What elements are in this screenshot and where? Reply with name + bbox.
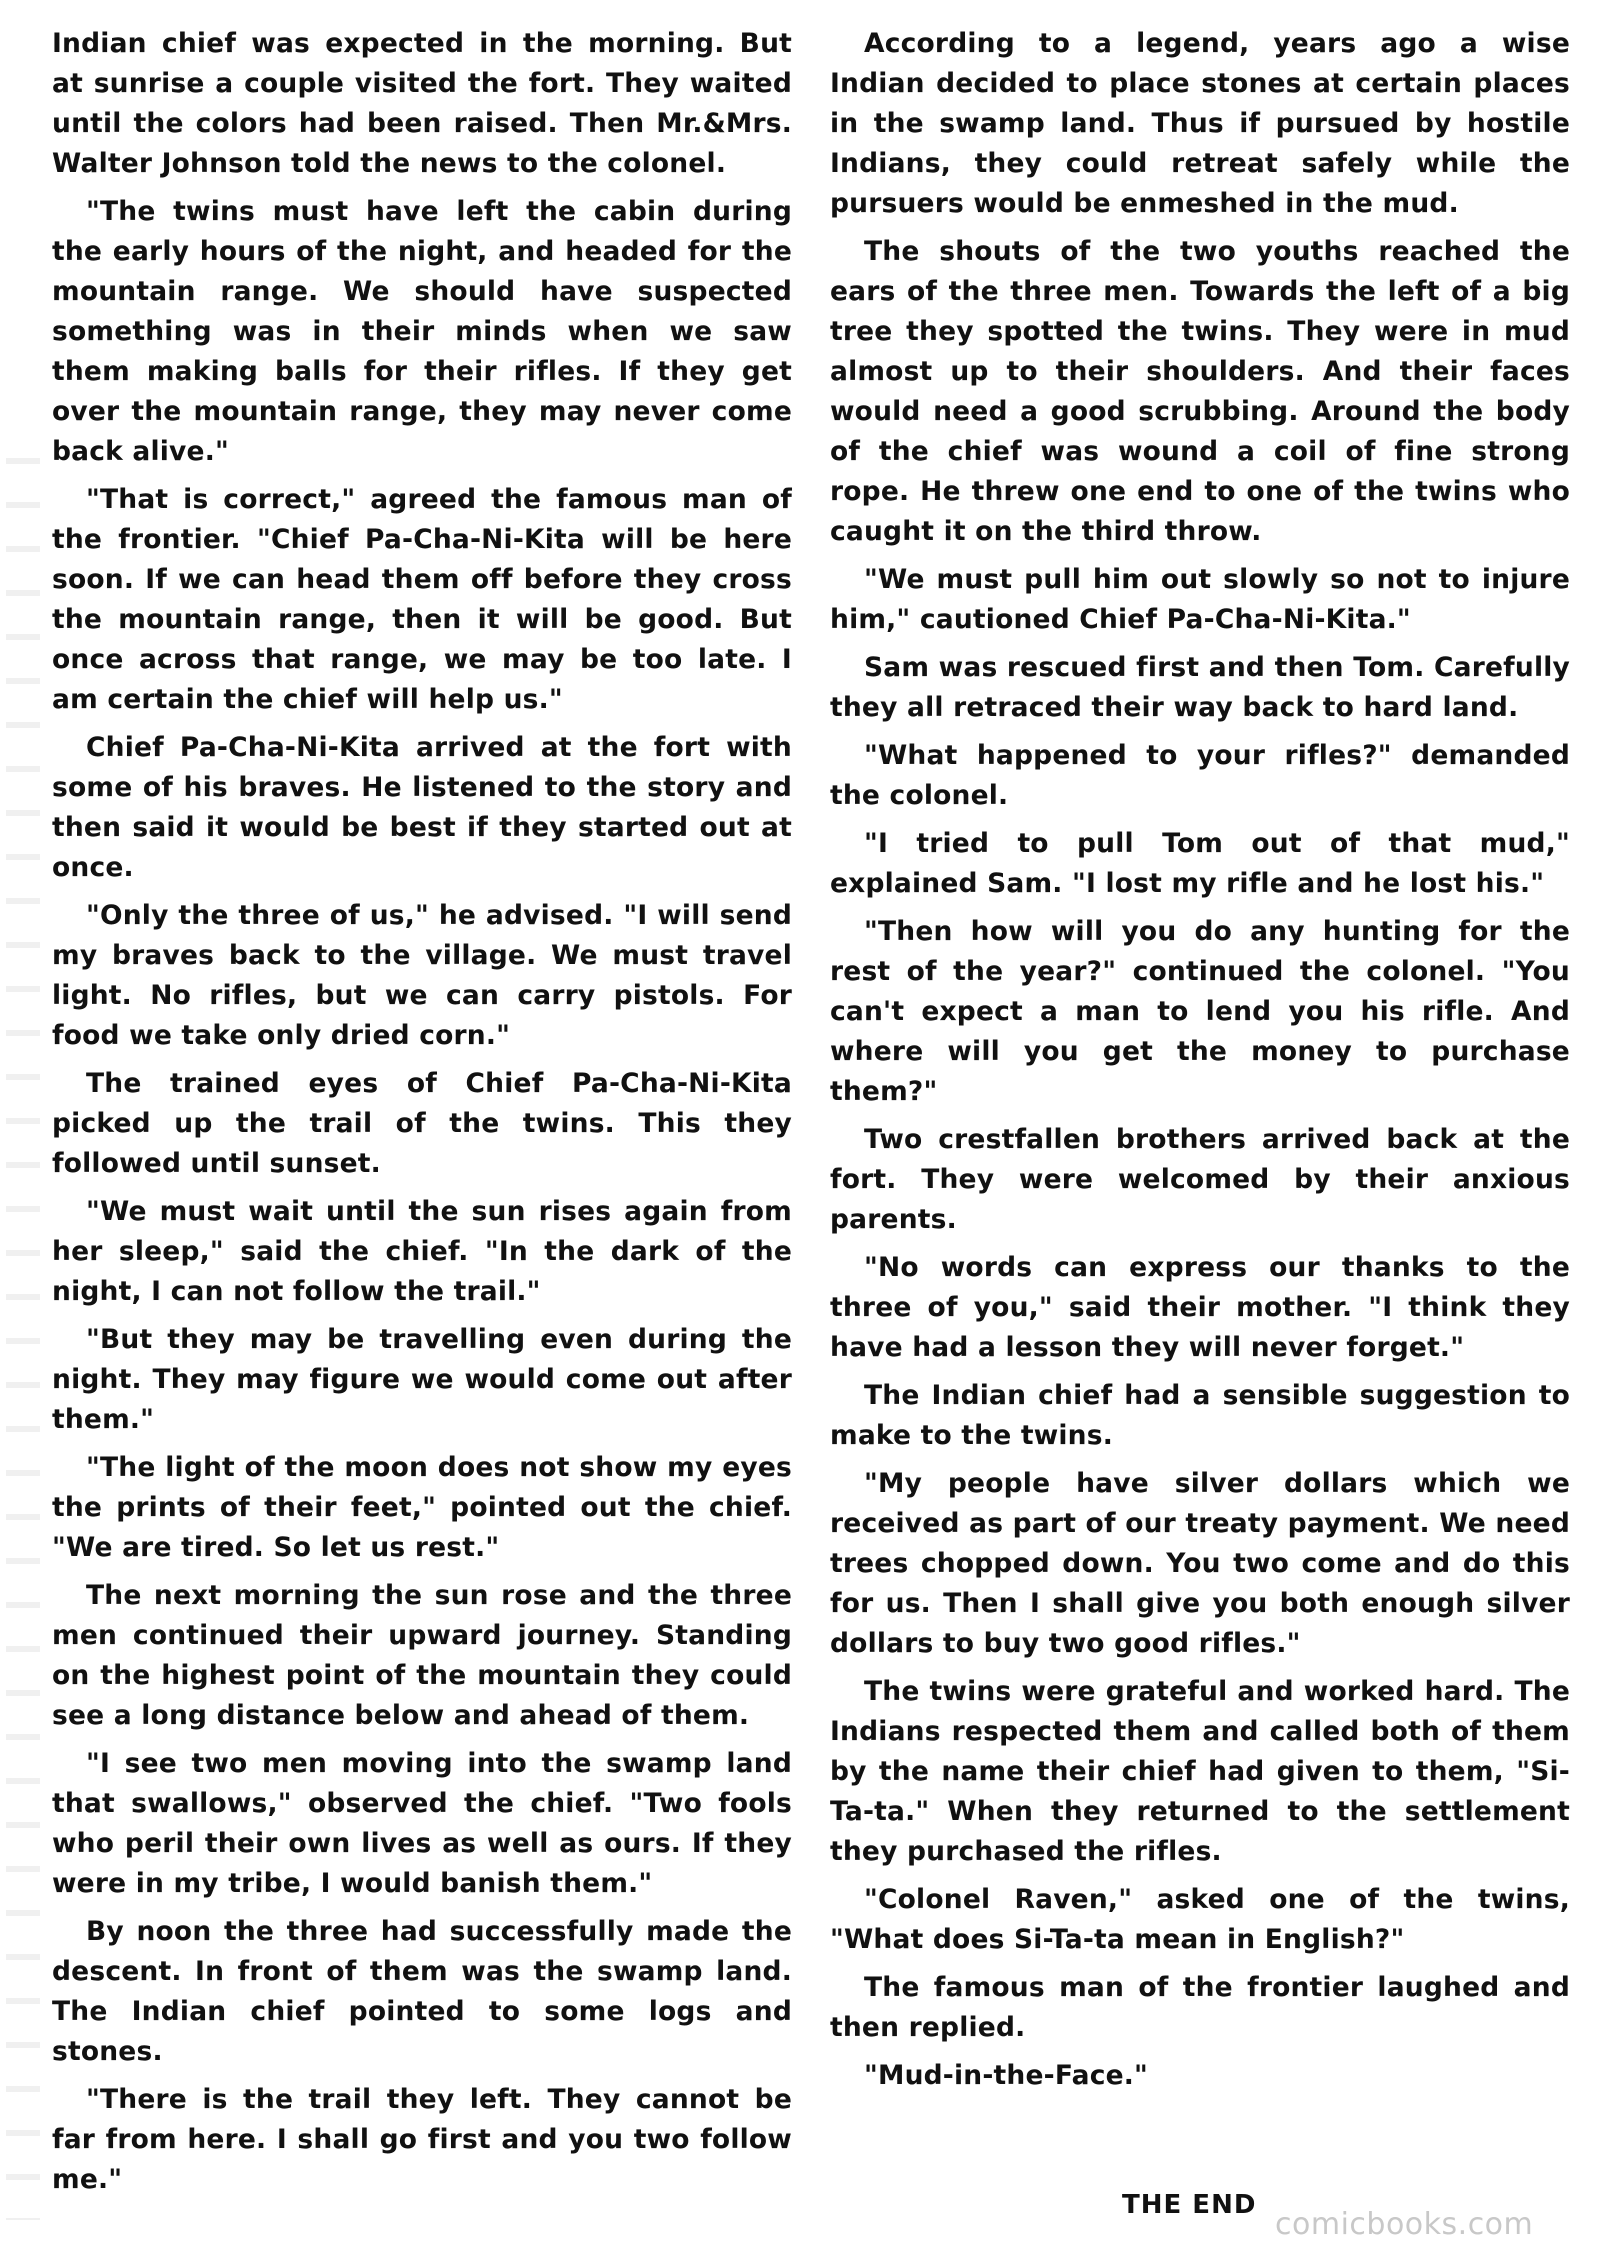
paragraph: "No words can express our thanks to the three of you," said their mother. "I think they have had a lesson they will never forget." xyxy=(830,1252,1570,1363)
paragraph: "We must wait until the sun rises again from her sleep," said the chief. "In the dark of the night, I can not follow the trail." xyxy=(52,1196,792,1307)
paragraph: "The twins must have left the cabin during the early hours of the night, and headed for the mountain range. We should have suspected something was in their minds when we saw them making balls for their rifles. If they get over the mountain range, they may never come back alive." xyxy=(52,196,792,467)
paragraph: "What happened to your rifles?" demanded the colonel. xyxy=(830,740,1570,811)
paragraph: "I tried to pull Tom out of that mud," explained Sam. "I lost my rifle and he lost his." xyxy=(830,828,1570,899)
paragraph: "We must pull him out slowly so not to injure him," cautioned Chief Pa-Cha-Ni-Kita." xyxy=(830,564,1570,635)
paragraph: By noon the three had successfully made the descent. In front of them was the swamp land. The Indian chief pointed to some logs and stones. xyxy=(52,1916,792,2067)
paragraph: "Only the three of us," he advised. "I will send my braves back to the village. We must travel light. No rifles, but we can carry pistols. For food we take only dried corn." xyxy=(52,900,792,1051)
paragraph: Two crestfallen brothers arrived back at the fort. They were welcomed by their anxious parents. xyxy=(830,1124,1570,1235)
paragraph: "Colonel Raven," asked one of the twins, "What does Si-Ta-ta mean in English?" xyxy=(830,1884,1570,1955)
paragraph: The Indian chief had a sensible suggestion to make to the twins. xyxy=(830,1380,1570,1451)
paragraph: "I see two men moving into the swamp land that swallows," observed the chief. "Two fools who peril their own lives as well as ours. If they were in my tribe, I would banish them." xyxy=(52,1748,792,1899)
the-end-mark: THE END xyxy=(1122,2190,1257,2220)
scan-edge-shadow xyxy=(6,420,40,2220)
paragraph: "There is the trail they left. They cannot be far from here. I shall go first and you two follow me." xyxy=(52,2084,792,2195)
paragraph: Sam was rescued first and then Tom. Carefully they all retraced their way back to hard land. xyxy=(830,652,1570,723)
paragraph: Indian chief was expected in the morning. But at sunrise a couple visited the fort. They waited until the colors had been raised. Then Mr.&Mrs. Walter Johnson told the news to the colonel. xyxy=(52,28,792,179)
paragraph: Chief Pa-Cha-Ni-Kita arrived at the fort with some of his braves. He listened to the story and then said it would be best if they started out at once. xyxy=(52,732,792,883)
paragraph: "My people have silver dollars which we received as part of our treaty payment. We need trees chopped down. You two come and do this for us. Then I shall give you both enough silver dollars to buy two good rifles." xyxy=(830,1468,1570,1659)
paragraph: "That is correct," agreed the famous man of the frontier. "Chief Pa-Cha-Ni-Kita will be here soon. If we can head them off before they cross the mountain range, then it will be good. But once across that range, we may be too late. I am certain the chief will help us." xyxy=(52,484,792,715)
paragraph: The trained eyes of Chief Pa-Cha-Ni-Kita picked up the trail of the twins. This they followed until sunset. xyxy=(52,1068,792,1179)
right-text-column xyxy=(830,24,1570,2104)
paragraph: The twins were grateful and worked hard. The Indians respected them and called both of them by the name their chief had given to them, "Si-Ta-ta." When they returned to the settlement they purchased the rifles. xyxy=(830,1676,1570,1867)
paragraph: "The light of the moon does not show my eyes the prints of their feet," pointed out the chief. "We are tired. So let us rest." xyxy=(52,1452,792,1563)
paragraph: "Then how will you do any hunting for the rest of the year?" continued the colonel. "You can't expect a man to lend you his rifle. And where will you get the money to purchase them?" xyxy=(830,916,1570,1107)
paragraph: "Mud-in-the-Face." xyxy=(864,2060,1149,2091)
paragraph: The next morning the sun rose and the three men continued their upward journey. Standing on the highest point of the mountain they could see a long distance below and ahead of them. xyxy=(52,1580,792,1731)
paragraph: The shouts of the two youths reached the ears of the three men. Towards the left of a big tree they spotted the twins. They were in mud almost up to their shoulders. And their faces would need a good scrubbing. Around the body of the chief was wound a coil of fine strong rope. He threw one end to one of the twins who caught it on the third throw. xyxy=(830,236,1570,547)
site-watermark: comicbooks.com xyxy=(1275,2207,1534,2242)
left-text-column xyxy=(52,24,792,2208)
paragraph: According to a legend, years ago a wise Indian decided to place stones at certain places in the swamp land. Thus if pursued by hostile Indians, they could retreat safely while the pursuers would be enmeshed in the mud. xyxy=(830,28,1570,219)
paragraph: "But they may be travelling even during the night. They may figure we would come out after them." xyxy=(52,1324,792,1435)
paragraph: The famous man of the frontier laughed and then replied. xyxy=(830,1972,1570,2043)
